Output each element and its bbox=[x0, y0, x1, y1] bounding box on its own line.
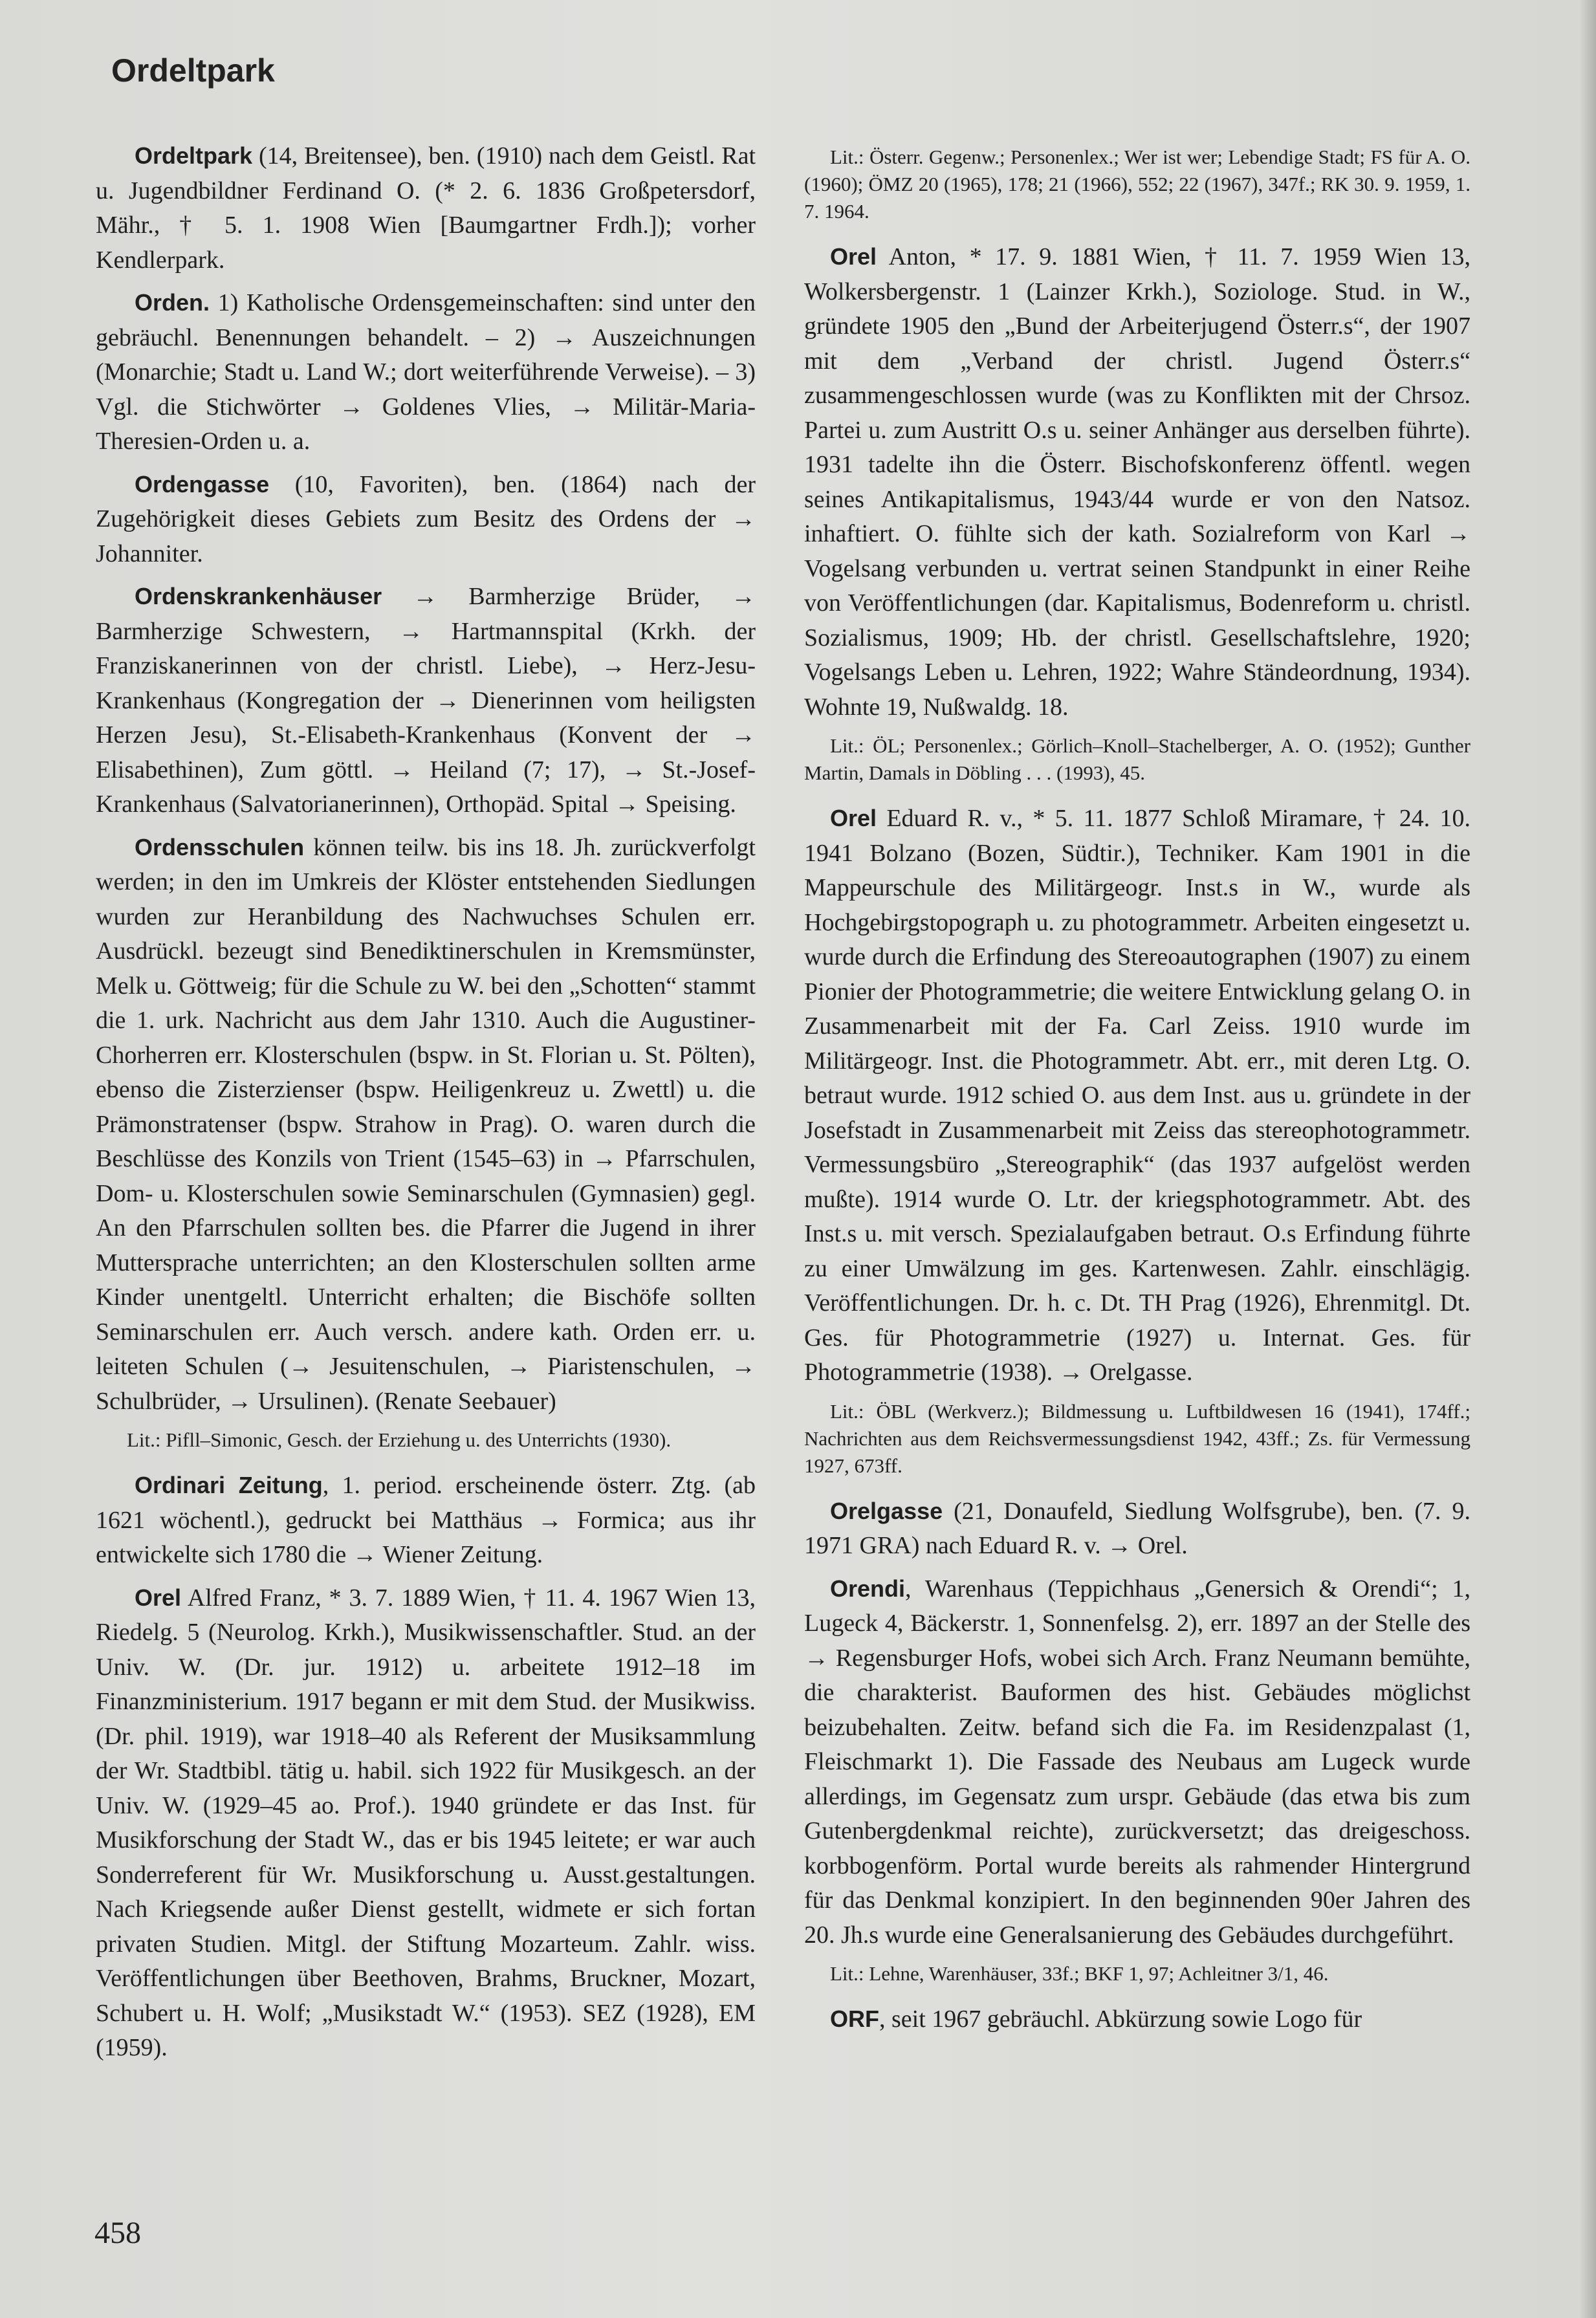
entry-text: → Barmherzige Brüder, → Barmherzige Schwestern, → Hartmannspital (Krkh. der Franziskanerinnen von der christl. Liebe), → Herz-Jesu-Krankenhaus (Kongregation der → Dienerinnen vom heiligsten Herzen Jesu), St.-Elisabeth-Krankenhaus (Konvent der → Elisabethinen), Zum göttl. → Heiland (7; 17), → St.-Josef-Krankenhaus (Salvatorianerinnen), Orthopäd. Spital → Speising. bbox=[96, 583, 756, 818]
lexicon-entry bbox=[96, 1580, 756, 2066]
running-head: Ordeltpark bbox=[111, 52, 275, 89]
entry-text: (10, Favoriten), ben. (1864) nach der Zugehörigkeit dieses Gebiets zum Besitz des Ordens der → Johanniter. bbox=[96, 470, 756, 567]
entry-text: , 1. period. erscheinende österr. Ztg. (ab 1621 wöchentl.), gedruckt bei Matthäus → Formica; aus ihr entwickelte sich 1780 die → Wiener Zeitung. bbox=[96, 1472, 756, 1568]
lexicon-entry bbox=[96, 467, 756, 572]
entry-headword: Orelgasse bbox=[830, 1497, 943, 1524]
entry-headword: Ordeltpark bbox=[135, 142, 253, 169]
entry-text: (14, Breitensee), ben. (1910) nach dem Geistl. Rat u. Jugendbildner Ferdinand O. (* 2. 6. 1836 Großpetersdorf, Mähr., † 5. 1. 1908 Wien [Baumgartner Frdh.]); vorher Kendlerpark. bbox=[96, 142, 756, 274]
entry-headword: Orel bbox=[135, 1584, 182, 1611]
entry-headword: Orel bbox=[830, 243, 877, 270]
entry-text: 1) Katholische Ordensgemeinschaften: sind unter den gebräuchl. Benennungen behandelt. – 2) → Auszeichnungen (Monarchie; Stadt u. Land W.; dort weiterführende Verweise). – 3) Vgl. die Stichwörter → Goldenes Vlies, → Militär-Maria-Theresien-Orden u. a. bbox=[96, 289, 756, 455]
lexicon-entry bbox=[96, 830, 756, 1419]
lexicon-entry bbox=[96, 579, 756, 822]
entry-text: , Warenhaus (Teppichhaus „Genersich & Orendi“; 1, Lugeck 4, Bäckerstr. 1, Sonnenfelsg. 2), err. 1897 an der Stelle des → Regensburger Hofs, wobei sich Arch. Franz Neumann bemühte, die charakterist. Bauformen des hist. Gebäudes möglichst beizubehalten. Zeitw. befand sich die Fa. im Residenzpalast (1, Fleischmarkt 1). Die Fassade des Neubaus am Lugeck wurde allerdings, im Gegensatz zum urspr. Gebäude (das etwa bis zum Gutenbergdenkmal reichte), zurückversetzt; das dreigeschoss. korbbogenförm. Portal wurde bereits als rahmender Hintergrund für das Denkmal konzipiert. In den beginnenden 90er Jahren des 20. Jh.s wurde eine Generalsanierung des Gebäudes durchgeführt. bbox=[804, 1575, 1470, 1949]
entry-headword: Orel bbox=[830, 805, 877, 831]
literature-reference: Lit.: Lehne, Warenhäuser, 33f.; BKF 1, 97; Achleitner 3/1, 46. bbox=[830, 1962, 1329, 1985]
entry-headword: Orden. bbox=[135, 289, 210, 316]
entry-headword: Orendi bbox=[830, 1575, 906, 1602]
lexicon-entry bbox=[96, 285, 756, 459]
entry-text: , seit 1967 gebräuchl. Abkürzung sowie Logo für bbox=[879, 2006, 1362, 2033]
lexicon-entry bbox=[804, 1571, 1470, 1953]
lexicon-entry bbox=[804, 801, 1470, 1390]
right-column bbox=[804, 144, 1470, 2045]
page-gutter-shadow bbox=[1579, 0, 1596, 2318]
entry-text: Alfred Franz, * 3. 7. 1889 Wien, † 11. 4. 1967 Wien 13, Riedelg. 5 (Neurolog. Krkh.), Musikwissenschaftler. Stud. an der Univ. W. (Dr. jur. 1912) u. arbeitete 1912–18 im Finanzministerium. 1917 begann er mit dem Stud. der Musikwiss. (Dr. phil. 1919), war 1918–40 als Referent der Musiksammlung der Wr. Stadtbibl. tätig u. habil. sich 1922 für Musikgesch. an der Univ. W. (1929–45 ao. Prof.). 1940 gründete er das Inst. für Musikforschung der Stadt W., das er bis 1945 leitete; er war auch Sonderreferent für Wr. Musikforschung u. Ausst.gestaltungen. Nach Kriegsende außer Dienst gestellt, widmete er sich fortan privaten Studien. Mitgl. der Stiftung Mozarteum. Zahlr. wiss. Veröffentlichungen über Beethoven, Brahms, Bruckner, Mozart, Schubert u. H. Wolf; „Musikstadt W.“ (1953). SEZ (1928), EM (1959). bbox=[96, 1584, 756, 2061]
literature-reference: Lit.: ÖL; Personenlex.; Görlich–Knoll–Stachelberger, A. O. (1952); Gunther Martin, Damals in Döbling . . . (1993), 45. bbox=[804, 734, 1470, 784]
literature-reference: Lit.: Österr. Gegenw.; Personenlex.; Wer ist wer; Lebendige Stadt; FS für A. O. (1960); ÖMZ 20 (1965), 178; 21 (1966), 552; 22 (1967), 347f.; RK 30. 9. 1959, 1. 7. 1964. bbox=[804, 146, 1470, 223]
entry-headword: Ordengasse bbox=[135, 470, 270, 497]
lexicon-entry bbox=[96, 138, 756, 278]
entry-text: Anton, * 17. 9. 1881 Wien, † 11. 7. 1959 Wien 13, Wolkersbergenstr. 1 (Lainzer Krkh.), Soziologe. Stud. in W., gründete 1905 den „Bund der Arbeiterjugend Österr.s“, der 1907 mit dem „Verband der christl. Jugend Österr.s“ zusammengeschlossen wurde (was zu Konflikten mit der Chrsoz. Partei u. zum Austritt O.s u. seiner Anhänger aus derselben führte). 1931 tadelte ihn die Österr. Bischofskonferenz öffentl. wegen seines Antikapitalismus, 1943/44 wurde er von den Natsoz. inhaftiert. O. fühlte sich der kath. Sozialreform von Karl → Vogelsang verbunden u. vertrat seinen Standpunkt in einer Reihe von Veröffentlichungen (dar. Kapitalismus, Bodenreform u. christl. Sozialismus, 1909; Hb. der christl. Gesellschaftslehre, 1920; Vogelsangs Leben u. Lehren, 1922; Wahre Ständeordnung, 1934). Wohnte 19, Nußwaldg. 18. bbox=[804, 243, 1470, 721]
page-number: 458 bbox=[94, 2216, 141, 2250]
lexicon-entry bbox=[804, 2002, 1470, 2037]
entry-headword: Ordenskrankenhäuser bbox=[135, 583, 382, 609]
literature-reference: Lit.: Pifll–Simonic, Gesch. der Erziehung u. des Unterrichts (1930). bbox=[127, 1428, 672, 1451]
entry-headword: Ordinari Zeitung bbox=[135, 1472, 323, 1498]
lexicon-entry bbox=[804, 1494, 1470, 1564]
literature-reference: Lit.: ÖBL (Werkverz.); Bildmessung u. Luftbildwesen 16 (1941), 174ff.; Nachrichten aus dem Reichsvermessungsdienst 1942, 43ff.; Zs. für Vermessung 1927, 673ff. bbox=[804, 1399, 1470, 1477]
entry-headword: ORF bbox=[830, 2006, 879, 2032]
entry-text: (21, Donaufeld, Siedlung Wolfsgrube), ben. (7. 9. 1971 GRA) nach Eduard R. v. → Orel. bbox=[804, 1497, 1470, 1559]
entry-text: Eduard R. v., * 5. 11. 1877 Schloß Miramare, † 24. 10. 1941 Bolzano (Bozen, Südtir.), Techniker. Kam 1901 in die Mappeurschule des Militärgeogr. Inst.s in W., wurde als Hochgebirgstopograph u. zu photogrammetr. Arbeiten eingesetzt u. wurde durch die Erfindung des Stereoautographen (1907) zu einem Pionier der Photogrammetrie; die weitere Entwicklung gelang O. in Zusammenarbeit mit der Fa. Carl Zeiss. 1910 wurde im Militärgeogr. Inst. die Photogrammetr. Abt. err., mit deren Ltg. O. betraut wurde. 1912 schied O. aus dem Inst. aus u. gründete in der Josefstadt in Zusammenarbeit mit Zeiss das stereophotogrammetr. Vermessungsbüro „Stereographik“ (das 1937 aufgelöst werden mußte). 1914 wurde O. Ltr. der kriegsphotogrammetr. Abt. des Inst.s u. mit versch. Spezialaufgaben betraut. O.s Erfindung führte zu einer Umwälzung im ges. Kartenwesen. Zahlr. einschlägig. Veröffentlichungen. Dr. h. c. Dt. TH Prag (1926), Ehrenmitgl. Dt. Ges. für Photogrammetrie (1927) u. Internat. Ges. für Photogrammetrie (1938). → Orelgasse. bbox=[804, 805, 1470, 1386]
lexicon-entry bbox=[96, 1468, 756, 1573]
entry-text: können teilw. bis ins 18. Jh. zurückverfolgt werden; in den im Umkreis der Klöster entstehenden Siedlungen wurden zur Heranbildung des Nachwuchses Schulen err. Ausdrückl. bezeugt sind Benediktinerschulen in Kremsmünster, Melk u. Göttweig; für die Schule zu W. bei den „Schotten“ stammt die 1. urk. Nachricht aus dem Jahr 1310. Auch die Augustiner-Chorherren err. Klosterschulen (bspw. in St. Florian u. St. Pölten), ebenso die Zisterzienser (bspw. Heiligenkreuz u. Zwettl) u. die Prämonstratenser (bspw. Strahow in Prag). O. waren durch die Beschlüsse des Konzils von Trient (1545–63) in → Pfarrschulen, Dom- u. Klosterschulen sowie Seminarschulen (Gymnasien) gegl. An den Pfarrschulen sollten bes. die Pfarrer die Jugend in ihrer Muttersprache unterrichten; an den Klosterschulen sollten arme Kinder unentgeltl. Unterricht erhalten; die Bischöfe sollten Seminarschulen err. Auch versch. andere kath. Orden err. u. leiteten Schulen (→ Jesuitenschulen, → Piaristenschulen, → Schulbrüder, → Ursulinen). (Renate Seebauer) bbox=[96, 833, 756, 1415]
left-column bbox=[96, 138, 756, 2073]
entry-headword: Ordensschulen bbox=[135, 833, 305, 860]
lexicon-entry bbox=[804, 239, 1470, 725]
